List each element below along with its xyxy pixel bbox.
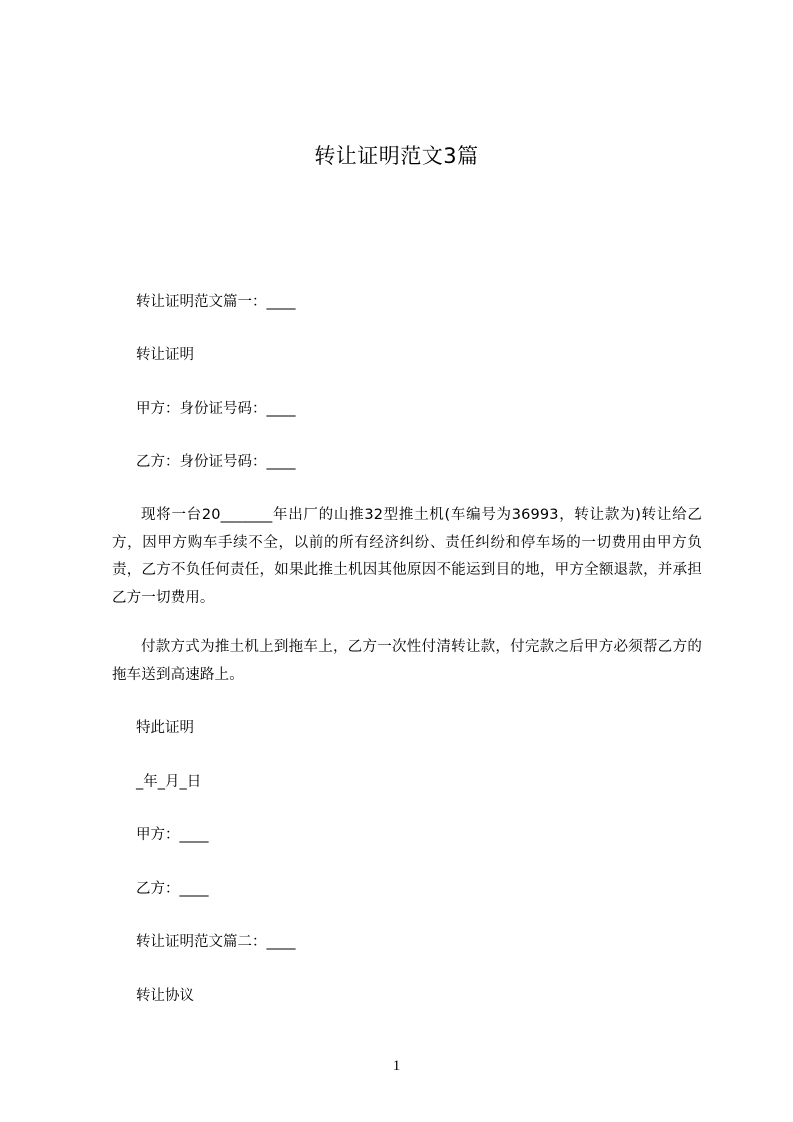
agreement-heading: 转让协议 xyxy=(136,988,194,1004)
certificate-heading: 转让证明 xyxy=(136,347,194,363)
certification-statement: 特此证明 xyxy=(136,720,194,736)
document-title: 转让证明范文3篇 xyxy=(314,144,479,168)
page-number: 1 xyxy=(392,1058,401,1074)
party-a-signature-line: 甲方：____ xyxy=(136,827,209,843)
section-heading-one: 转让证明范文篇一：____ xyxy=(136,294,296,310)
payment-paragraph: 付款方式为推土机上到拖车上，乙方一次性付清转让款，付完款之后甲方必须帮乙方的拖车送到高速路上。 xyxy=(112,639,702,683)
party-b-signature-line: 乙方：____ xyxy=(136,881,209,897)
section-heading-two: 转让证明范文篇二：____ xyxy=(136,934,296,950)
date-line: _年_月_日 xyxy=(136,774,202,790)
party-a-id-line: 甲方：身份证号码：____ xyxy=(136,401,296,417)
transfer-paragraph: 现将一台20_______年出厂的山推32型推土机(车编号为36993，转让款为)转让给乙方，因甲方购车手续不全，以前的所有经济纠纷、责任纠纷和停车场的一切费用由甲方负责，乙方不负任何责任，如果此推土机因其他原因不能运到目的地，甲方全额退款，并承担乙方一切费用。 xyxy=(112,507,702,606)
party-b-id-line: 乙方：身份证号码：____ xyxy=(136,454,296,470)
